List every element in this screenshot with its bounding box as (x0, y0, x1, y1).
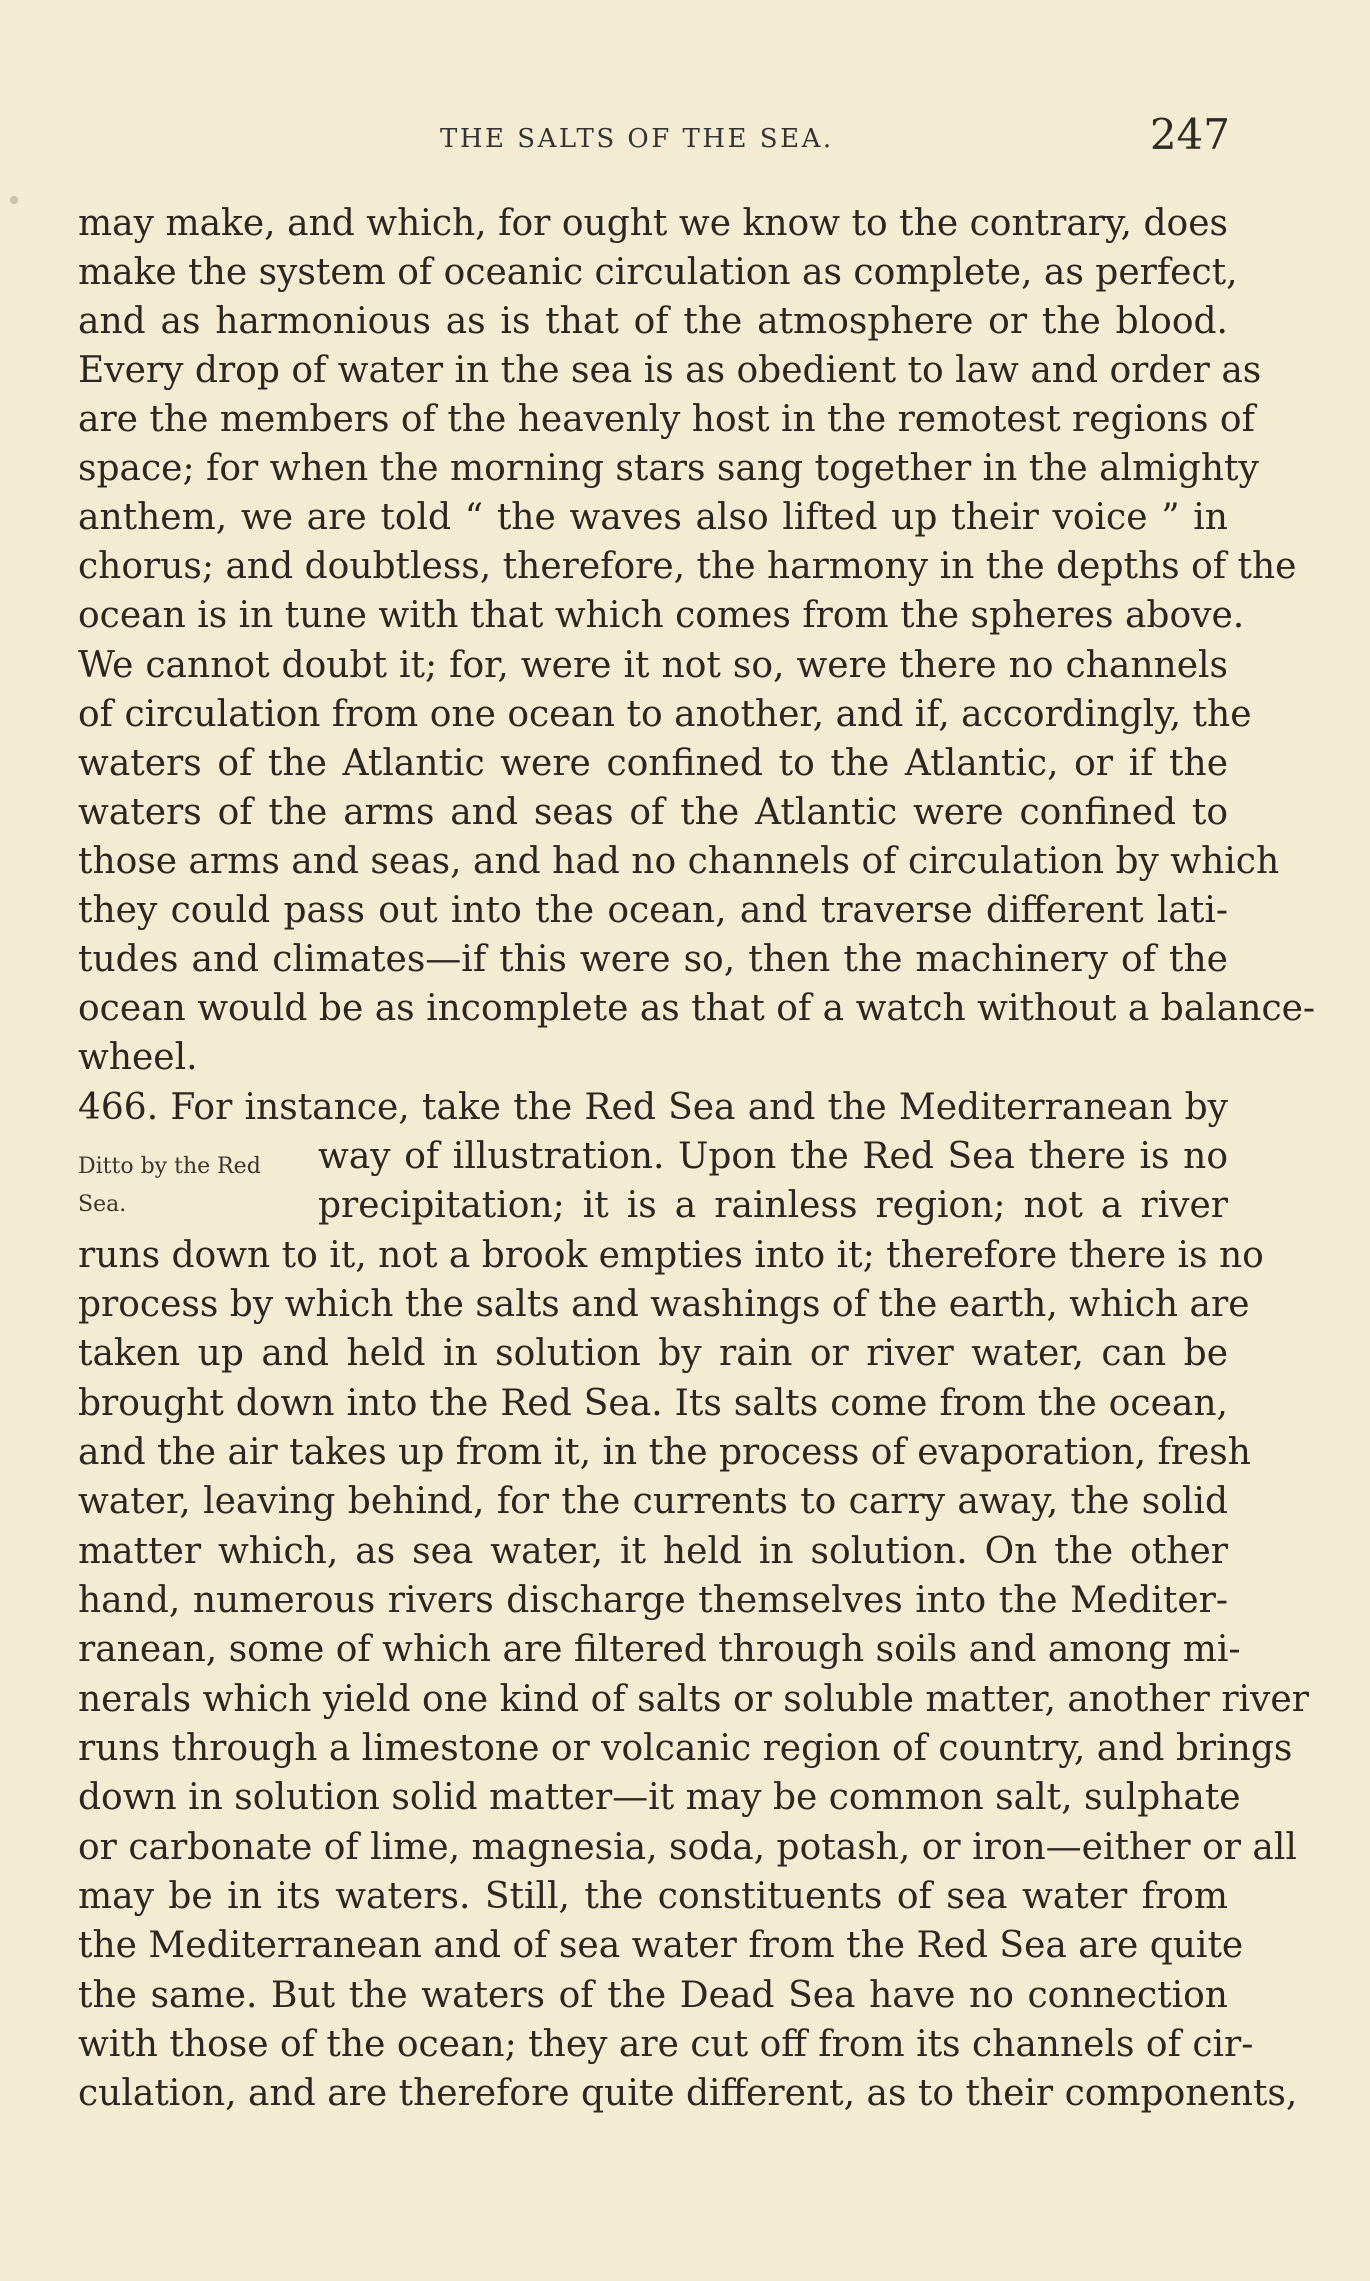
text-line: water, leaving behind, for the currents to carry away, the solid (78, 1481, 1228, 1522)
text-line: are the members of the heavenly host in the remotest regions of (78, 399, 1255, 440)
text-line: matter which, as sea water, it held in solution. On the other (78, 1531, 1228, 1572)
text-line: We cannot doubt it; for, were it not so, were there no channels (78, 645, 1228, 686)
text-line: the same. But the waters of the Dead Sea have no connection (78, 1975, 1228, 2016)
side-note-line: Ditto by the Red (78, 1154, 261, 1179)
text-line: they could pass out into the ocean, and traverse different lati- (78, 890, 1228, 931)
text-line: of circulation from one ocean to another, and if, accordingly, the (78, 694, 1252, 735)
text-line: chorus; and doubtless, therefore, the harmony in the depths of the (78, 546, 1297, 587)
text-line: brought down into the Red Sea. Its salts come from the ocean, (78, 1383, 1228, 1424)
text-line: waters of the arms and seas of the Atlantic were confined to (78, 792, 1228, 833)
text-line: culation, and are therefore quite different, as to their components, (78, 2073, 1298, 2114)
text-line: ranean, some of which are filtered through soils and among mi- (78, 1629, 1241, 1670)
text-line: wheel. (78, 1037, 198, 1078)
text-line: way of illustration. Upon the Red Sea there is no (318, 1136, 1228, 1177)
text-line: waters of the Atlantic were confined to the Atlantic, or if the (78, 743, 1228, 784)
text-line: may make, and which, for ought we know to the contrary, does (78, 203, 1228, 244)
text-line: Every drop of water in the sea is as obedient to law and order as (78, 350, 1262, 391)
text-line: may be in its waters. Still, the constituents of sea water from (78, 1876, 1228, 1917)
paragraph-466-start: 466. For instance, take the Red Sea and the Mediterranean by (78, 1087, 1228, 1128)
side-note-line: Sea. (78, 1192, 127, 1217)
text-line: ocean would be as incomplete as that of a watch without a balance- (78, 988, 1316, 1029)
text-line: make the system of oceanic circulation as complete, as perfect, (78, 252, 1238, 293)
text-line: ocean is in tune with that which comes from the spheres above. (78, 595, 1245, 636)
text-line: space; for when the morning stars sang together in the almighty (78, 448, 1259, 489)
text-line: runs down to it, not a brook empties into it; therefore there is no (78, 1235, 1264, 1276)
text-line: tudes and climates—if this were so, then the machinery of the (78, 939, 1228, 980)
page-number: 247 (1149, 110, 1230, 159)
text-line: runs through a limestone or volcanic region of country, and brings (78, 1728, 1293, 1769)
text-line: anthem, we are told “ the waves also lifted up their voice ” in (78, 497, 1228, 538)
running-head (80, 110, 1230, 160)
text-line: with those of the ocean; they are cut off from its channels of cir- (78, 2024, 1254, 2065)
text-line: taken up and held in solution by rain or river water, can be (78, 1333, 1228, 1374)
text-line: precipitation; it is a rainless region; not a river (318, 1185, 1228, 1226)
text-line: those arms and seas, and had no channels of circulation by which (78, 841, 1280, 882)
text-line: the Mediterranean and of sea water from the Red Sea are quite (78, 1925, 1244, 1966)
text-line: nerals which yield one kind of salts or soluble matter, another river (78, 1679, 1309, 1720)
paper-speck (10, 196, 18, 204)
running-title: THE SALTS OF THE SEA. (440, 124, 834, 154)
text-line: hand, numerous rivers discharge themselves into the Mediter- (78, 1580, 1228, 1621)
text-line: down in solution solid matter—it may be common salt, sulphate (78, 1777, 1241, 1818)
text-line: process by which the salts and washings of the earth, which are (78, 1284, 1250, 1325)
text-line: and the air takes up from it, in the process of evaporation, fresh (78, 1432, 1251, 1473)
text-line: and as harmonious as is that of the atmosphere or the blood. (78, 301, 1228, 342)
text-line: or carbonate of lime, magnesia, soda, potash, or iron—either or all (78, 1827, 1297, 1868)
